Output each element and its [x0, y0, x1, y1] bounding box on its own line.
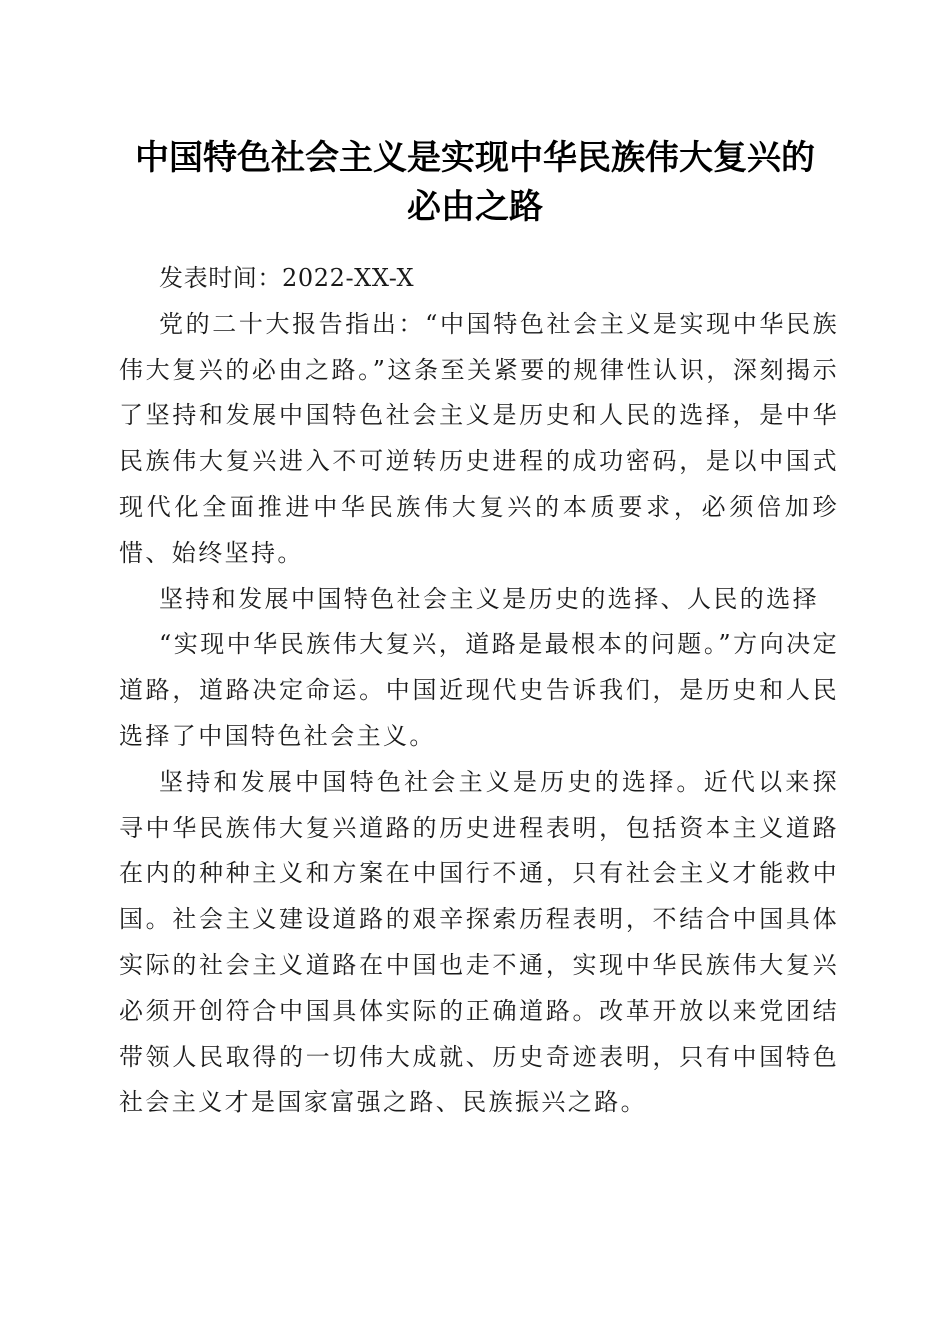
document-body	[119, 256, 839, 1126]
paragraph-quote: “实现中华民族伟大复兴，道路是最根本的问题。”方向决定道路，道路决定命运。中国近现代史告诉我们，是历史和人民选择了中国特色社会主义。	[119, 630, 839, 750]
document-title	[110, 134, 840, 232]
section-heading: 坚持和发展中国特色社会主义是历史的选择、人民的选择	[159, 584, 819, 613]
paragraph-intro: 党的二十大报告指出：“中国特色社会主义是实现中华民族伟大复兴的必由之路。”这条至关紧要的规律性认识，深刻揭示了坚持和发展中国特色社会主义是历史和人民的选择，是中华民族伟大复兴进入不可逆转历史进程的成功密码，是以中国式现代化全面推进中华民族伟大复兴的本质要求，必须倍加珍惜、始终坚持。	[119, 309, 839, 567]
title-line-1: 中国特色社会主义是实现中华民族伟大复兴的	[135, 138, 815, 178]
title-line-2: 必由之路	[407, 187, 543, 227]
paragraph-history: 坚持和发展中国特色社会主义是历史的选择。近代以来探寻中华民族伟大复兴道路的历史进程表明，包括资本主义道路在内的种种主义和方案在中国行不通，只有社会主义才能救中国。社会主义建设道路的艰辛探索历程表明，不结合中国具体实际的社会主义道路在中国也走不通，实现中华民族伟大复兴必须开创符合中国具体实际的正确道路。改革开放以来党团结带领人民取得的一切伟大成就、历史奇迹表明，只有中国特色社会主义才是国家富强之路、民族振兴之路。	[119, 767, 839, 1117]
publish-time: 发表时间：2022-XX-X	[159, 264, 415, 292]
